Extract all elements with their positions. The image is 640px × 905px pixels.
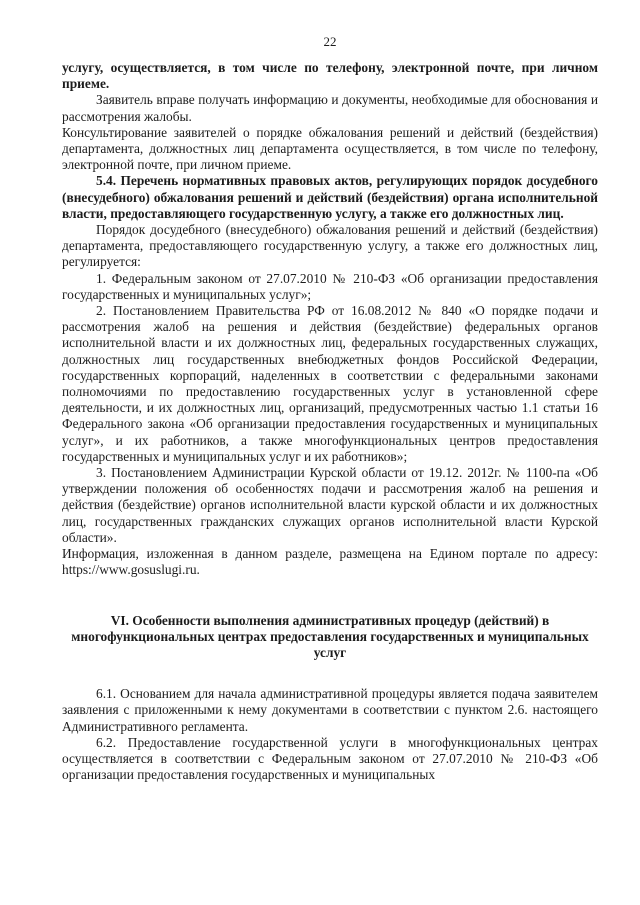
- paragraph-appeal-order: Порядок досудебного (внесудебного) обжалования решений и действий (бездействия) департамента, предоставляющего государственную услугу, а также его должностных лиц, регулируется:: [62, 222, 598, 270]
- heading-5-4: 5.4. Перечень нормативных правовых актов, регулирующих порядок досудебного (внесудебного) обжалования решений и действий (бездействия) органа исполнительной власти, предоставляющего государственную услугу, а также его должностных лиц.: [62, 173, 598, 221]
- list-item-federal-law: 1. Федеральным законом от 27.07.2010 № 210-ФЗ «Об организации предоставления государственных и муниципальных услуг»;: [62, 270, 598, 302]
- paragraph-consultation: Консультирование заявителей о порядке обжалования решений и действий (бездействия) департамента, должностных лиц департамента осуществляется, в том числе по телефону, электронной почте, при личном приеме.: [62, 124, 598, 173]
- paragraph-complaint-channels: услугу, осуществляется, в том числе по телефону, электронной почте, при личном приеме.: [62, 60, 598, 92]
- list-item-kursk-decree: 3. Постановлением Администрации Курской области от 19.12. 2012г. № 1100-па «Об утверждении положения об особенностях подачи и рассмотрения жалоб на решения и действия (бездействие) органов исполнительной власти курской области и их должностных лиц, государственных гражданских служащих органов исполнительной власти Курской области».: [62, 465, 598, 545]
- paragraph-6-2: 6.2. Предоставление государственной услуги в многофункциональных центрах осуществляется в соответствии с Федеральным законом от 27.07.2010 № 210-ФЗ «Об организации предоставления государственных и муниципальных: [62, 734, 598, 783]
- page-number: 22: [323, 34, 337, 49]
- paragraph-6-1: 6.1. Основанием для начала административной процедуры является подача заявителем заявления с приложенными к нему документами в соответствии с пунктом 2.6. настоящего Административного регламента.: [62, 686, 598, 734]
- paragraph-portal-info: Информация, изложенная в данном разделе, размещена на Едином портале по адресу: https://www.gosuslugi.ru.: [62, 546, 598, 578]
- paragraph-applicant-rights: Заявитель вправе получать информацию и документы, необходимые для обоснования и рассмотрения жалобы.: [62, 92, 598, 124]
- list-item-government-decree: 2. Постановлением Правительства РФ от 16.08.2012 № 840 «О порядке подачи и рассмотрения жалоб на решения и действия (бездействие) федеральных органов исполнительной власти и их должностных лиц, федеральных государственных служащих, должностных лиц государственных внебюджетных фондов Российской Федерации, государственных корпораций, наделенных в соответствии с федеральными законами полномочиями по предоставлению государственных услуг в установленной сфере деятельности, и их должностных лиц, организаций, предусмотренных частью 1.1 статьи 16 Федерального закона «Об организации предоставления государственных и муниципальных услуг», и их работников, а также многофункциональных центров предоставления государственных и муниципальных услуг и их работников»;: [62, 303, 598, 464]
- section-6-title: VI. Особенности выполнения административных процедур (действий) в многофункциональных центрах предоставления государственных и муниципальных услуг: [71, 612, 589, 660]
